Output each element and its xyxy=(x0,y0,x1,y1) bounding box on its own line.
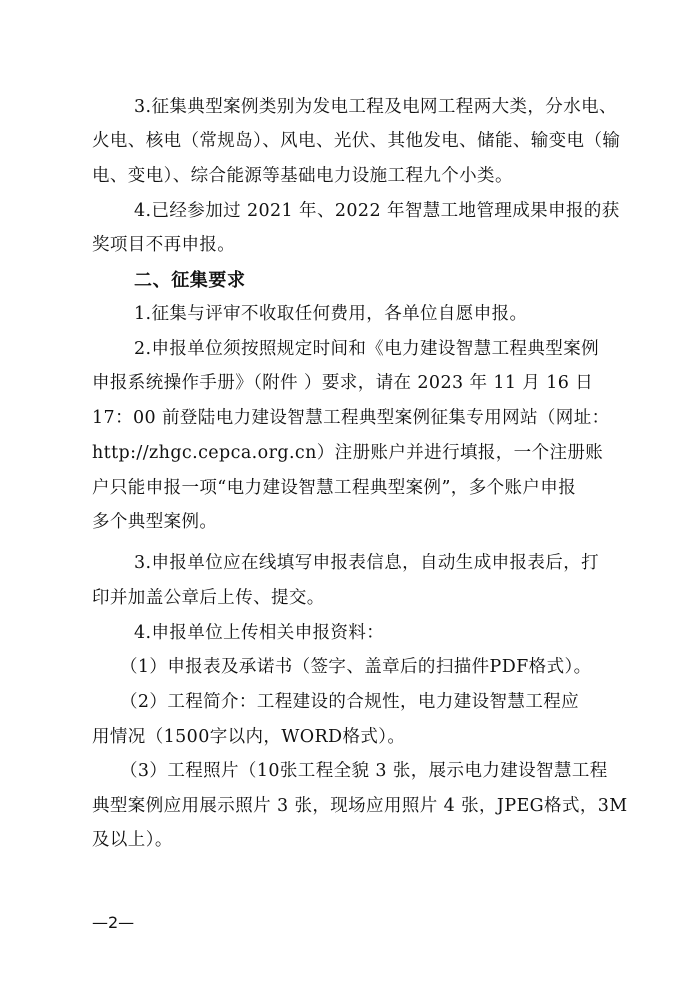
page-number: —2— xyxy=(92,913,135,932)
materials-item-1: （1）申报表及承诺书（签字、盖章后的扫描件PDF格式）。 xyxy=(120,657,592,677)
submission-paragraph-line-4: http://zhgc.cepca.org.cn）注册账户并进行填报，一个注册账 xyxy=(92,443,604,463)
materials-item-2-line-1: （2）工程简介：工程建设的合规性，电力建设智慧工程应 xyxy=(120,692,580,712)
submission-paragraph-line-2: 申报系统操作手册》（附件 ）要求，请在 2023 年 11 月 16 日 xyxy=(92,373,594,393)
submission-paragraph-line-1: 2.申报单位须按照规定时间和《电力建设智慧工程典型案例 xyxy=(134,339,599,359)
award-paragraph-line-1: 4.已经参加过 2021 年、2022 年智慧工地管理成果申报的获 xyxy=(134,201,620,221)
materials-paragraph: 4.申报单位上传相关申报资料： xyxy=(134,623,385,643)
submission-paragraph-line-3: 17：00 前登陆电力建设智慧工程典型案例征集专用网站（网址： xyxy=(92,408,610,428)
form-paragraph-line-2: 印并加盖公章后上传、提交。 xyxy=(92,588,325,608)
materials-item-3-line-2: 典型案例应用展示照片 3 张，现场应用照片 4 张，JPEG格式，3M xyxy=(92,796,628,816)
materials-item-2-line-2: 用情况（1500字以内，WORD格式）。 xyxy=(92,727,406,747)
section-heading: 二、征集要求 xyxy=(134,270,246,291)
category-paragraph-line-2: 火电、核电（常规岛）、风电、光伏、其他发电、储能、输变电（输 xyxy=(92,131,621,151)
category-paragraph-line-1: 3.征集典型案例类别为发电工程及电网工程两大类，分水电、 xyxy=(134,97,617,117)
fee-paragraph: 1.征集与评审不收取任何费用，各单位自愿申报。 xyxy=(134,304,528,324)
submission-paragraph-line-6: 多个典型案例。 xyxy=(92,512,218,532)
submission-paragraph-line-5: 户只能申报一项“电力建设智慧工程典型案例”，多个账户申报 xyxy=(92,478,577,498)
materials-item-3-line-1: （3）工程照片（10张工程全貌 3 张，展示电力建设智慧工程 xyxy=(120,761,608,781)
form-paragraph-line-1: 3.申报单位应在线填写申报表信息，自动生成申报表后，打 xyxy=(134,553,599,573)
award-paragraph-line-2: 奖项目不再申报。 xyxy=(92,235,236,255)
materials-item-3-line-3: 及以上）。 xyxy=(92,830,173,850)
category-paragraph-line-3: 电、变电）、综合能源等基础电力设施工程九个小类。 xyxy=(92,166,513,186)
